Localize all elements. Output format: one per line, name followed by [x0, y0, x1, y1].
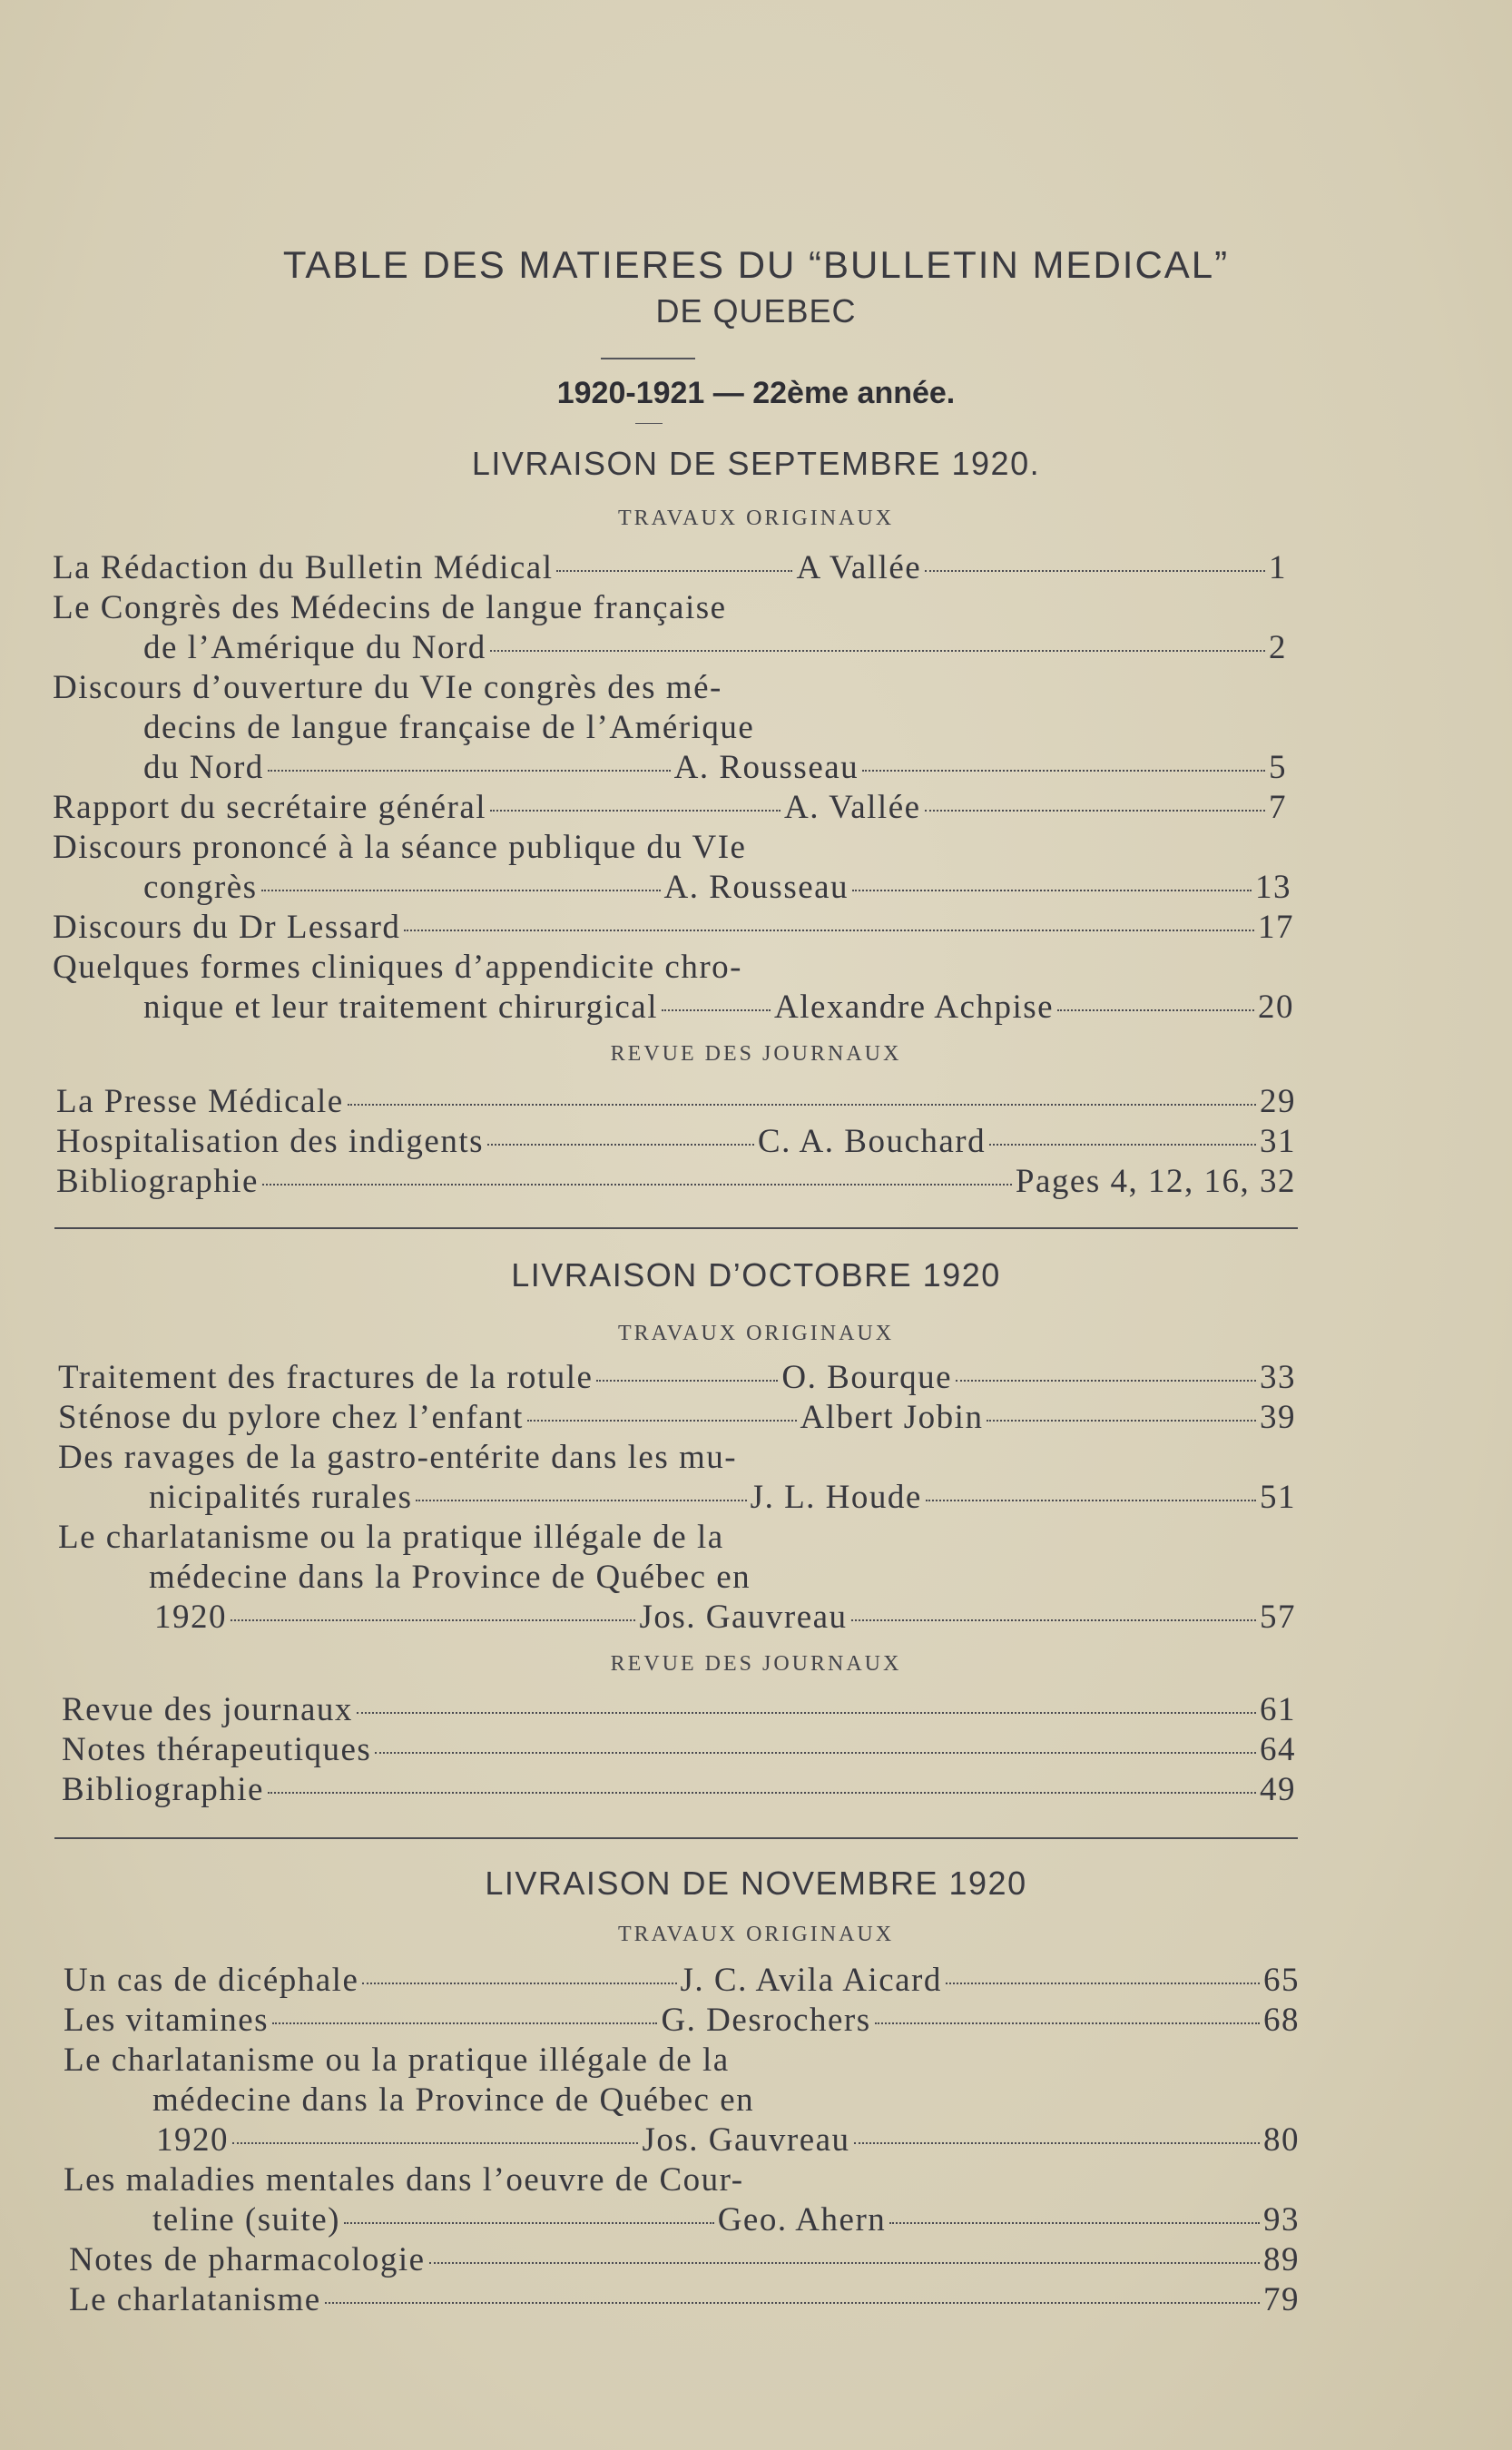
- entry-title: Notes thérapeutiques: [62, 1731, 372, 1768]
- leader-dots: [662, 1009, 771, 1011]
- toc-entry: [58, 1398, 1296, 1438]
- entry-author: A. Rousseau: [673, 749, 859, 786]
- leader-dots: [268, 770, 671, 772]
- leader-dots: [261, 890, 661, 891]
- entry-title-line: Les maladies mentales dans l’oeuvre de Cour-: [64, 2161, 744, 2199]
- leader-dots: [344, 2222, 714, 2224]
- entry-page: 49: [1260, 1771, 1296, 1808]
- entry-title-line: Le charlatanisme ou la pratique illégale de la: [64, 2042, 730, 2079]
- leader-dots: [416, 1500, 746, 1501]
- leader-dots: [889, 2222, 1260, 2224]
- entry-page: 64: [1260, 1731, 1296, 1768]
- leader-dots: [232, 2142, 638, 2144]
- leader-dots: [362, 1983, 676, 1984]
- entry-title: Discours du Dr Lessard: [53, 909, 401, 946]
- section-title-octobre: LIVRAISON D’OCTOBRE 1920: [511, 1256, 1001, 1294]
- leader-dots: [596, 1380, 778, 1382]
- toc-entry: [64, 1961, 1300, 2001]
- entry-title-line: Des ravages de la gastro-entérite dans les mu-: [58, 1439, 738, 1476]
- leader-dots: [490, 810, 781, 812]
- toc-entry: [149, 1478, 1296, 1518]
- leader-dots: [946, 1983, 1260, 1984]
- subhead-travaux-novembre: TRAVAUX ORIGINAUX: [617, 1923, 895, 1946]
- entry-author: Jos. Gauvreau: [639, 1599, 848, 1636]
- subhead-travaux-octobre: TRAVAUX ORIGINAUX: [617, 1322, 895, 1345]
- entry-title: Le charlatanisme: [69, 2281, 321, 2318]
- entry-page: 68: [1263, 2002, 1301, 2039]
- leader-dots: [852, 890, 1252, 891]
- entry-page: 51: [1260, 1479, 1297, 1516]
- entry-author: Alexandre Achpise: [774, 989, 1055, 1026]
- entry-author: J. L. Houde: [750, 1479, 922, 1516]
- entry-page: 39: [1260, 1399, 1296, 1436]
- entry-page: 57: [1260, 1599, 1297, 1636]
- toc-entry: [152, 2200, 1300, 2240]
- toc-entry: [53, 548, 1287, 588]
- entry-page: 65: [1263, 1962, 1301, 1999]
- leader-dots: [231, 1619, 635, 1621]
- leader-dots: [375, 1752, 1256, 1754]
- leader-dots: [987, 1420, 1256, 1422]
- leader-dots: [926, 1500, 1256, 1501]
- leader-dots: [272, 2022, 657, 2024]
- entry-author: A. Rousseau: [663, 869, 849, 906]
- entry-page: 61: [1260, 1691, 1296, 1728]
- toc-entry: [53, 908, 1294, 948]
- entry-page: 33: [1260, 1359, 1296, 1396]
- title-rule: [601, 358, 695, 359]
- entry-title: teline (suite): [152, 2201, 340, 2238]
- leader-dots: [875, 2022, 1260, 2024]
- toc-entry: [143, 988, 1294, 1028]
- toc-entry: [62, 1690, 1296, 1730]
- entry-title: nique et leur traitement chirurgical: [143, 989, 658, 1026]
- entry-page: 13: [1255, 869, 1291, 906]
- leader-dots: [404, 930, 1254, 931]
- entry-title: Bibliographie: [56, 1163, 259, 1200]
- entry-title: du Nord: [143, 749, 264, 786]
- entry-title: Hospitalisation des indigents: [56, 1123, 485, 1160]
- entry-page: 31: [1260, 1123, 1297, 1160]
- toc-entry: [64, 2001, 1300, 2041]
- entry-page: 79: [1263, 2281, 1300, 2318]
- year-rule: [635, 423, 663, 424]
- leader-dots: [490, 650, 1265, 652]
- entry-author: A. Vallée: [784, 789, 921, 826]
- entry-title: Notes de pharmacologie: [69, 2241, 426, 2278]
- toc-entry: [69, 2240, 1300, 2280]
- entry-author: G. Desrochers: [661, 2002, 871, 2039]
- entry-title-line: Quelques formes cliniques d’appendicite chro-: [53, 949, 742, 986]
- entry-title: de l’Amérique du Nord: [143, 629, 486, 666]
- section-title-septembre: LIVRAISON DE SEPTEMBRE 1920.: [471, 445, 1041, 482]
- entry-title-line: decins de langue française de l’Amérique: [143, 709, 755, 746]
- entry-author: Geo. Ahern: [717, 2201, 887, 2238]
- entry-page: 5: [1269, 749, 1287, 786]
- entry-title: nicipalités rurales: [149, 1479, 413, 1516]
- entry-author: Albert Jobin: [800, 1399, 984, 1436]
- toc-entry: [154, 1598, 1296, 1638]
- toc-entry: [56, 1122, 1296, 1162]
- toc-entry: [143, 748, 1287, 788]
- leader-dots: [556, 570, 792, 572]
- entry-author: O. Bourque: [781, 1359, 953, 1396]
- leader-dots: [487, 1144, 754, 1146]
- entry-title-line: Le Congrès des Médecins de langue française: [53, 589, 727, 626]
- entry-title-line: médecine dans la Province de Québec en: [152, 2081, 755, 2119]
- year-heading: 1920-1921 — 22ème année.: [556, 376, 956, 410]
- entry-title: Rapport du secrétaire général: [53, 789, 487, 826]
- entry-title: Un cas de dicéphale: [64, 1962, 359, 1999]
- subhead-revue-octobre: REVUE DES JOURNAUX: [610, 1652, 902, 1676]
- entry-page: 89: [1263, 2241, 1300, 2278]
- entry-title: Traitement des fractures de la rotule: [58, 1359, 594, 1396]
- section-title-novembre: LIVRAISON DE NOVEMBRE 1920: [485, 1865, 1027, 1902]
- leader-dots: [956, 1380, 1256, 1382]
- entry-page: 80: [1263, 2121, 1301, 2159]
- entry-title: 1920: [154, 1599, 227, 1636]
- leader-dots: [925, 810, 1265, 812]
- entry-title-line: Discours d’ouverture du VIe congrès des mé-: [53, 669, 722, 706]
- entry-title-line: Discours prononcé à la séance publique du VIe: [53, 829, 747, 866]
- entry-title: Revue des journaux: [62, 1691, 353, 1728]
- subhead-travaux-septembre: TRAVAUX ORIGINAUX: [617, 507, 895, 530]
- leader-dots: [527, 1420, 797, 1422]
- leader-dots: [348, 1104, 1256, 1106]
- section-divider: [54, 1227, 1298, 1229]
- leader-dots: [325, 2302, 1260, 2304]
- leader-dots: [262, 1184, 1012, 1186]
- leader-dots: [851, 1619, 1256, 1621]
- toc-entry: [58, 1358, 1296, 1398]
- entry-title: Les vitamines: [64, 2002, 270, 2039]
- entry-page: 93: [1263, 2201, 1301, 2238]
- entry-title: Bibliographie: [62, 1771, 264, 1808]
- toc-entry: [143, 628, 1287, 668]
- toc-entry: [62, 1730, 1296, 1770]
- entry-title: 1920: [156, 2121, 229, 2159]
- toc-entry: [143, 868, 1291, 908]
- entry-page: 1: [1269, 549, 1287, 586]
- leader-dots: [357, 1712, 1256, 1714]
- entry-page: Pages 4, 12, 16, 32: [1015, 1163, 1296, 1200]
- leader-dots: [429, 2262, 1260, 2264]
- entry-title: La Rédaction du Bulletin Médical: [53, 549, 554, 586]
- leader-dots: [989, 1144, 1256, 1146]
- document-title: TABLE DES MATIERES DU “BULLETIN MEDICAL”: [282, 243, 1230, 286]
- entry-author: Jos. Gauvreau: [642, 2121, 850, 2159]
- entry-page: 7: [1269, 789, 1287, 826]
- document-subtitle: DE QUEBEC: [655, 292, 857, 330]
- toc-entry: [56, 1082, 1296, 1122]
- leader-dots: [862, 770, 1265, 772]
- entry-title: Sténose du pylore chez l’enfant: [58, 1399, 524, 1436]
- section-divider: [54, 1837, 1298, 1839]
- toc-entry: [156, 2120, 1300, 2160]
- entry-page: 17: [1258, 909, 1294, 946]
- entry-author: A Vallée: [796, 549, 922, 586]
- toc-entry: [56, 1162, 1296, 1202]
- toc-entry: [53, 788, 1287, 828]
- entry-page: 20: [1258, 989, 1294, 1026]
- entry-title: congrès: [143, 869, 258, 906]
- entry-author: J. C. Avila Aicard: [680, 1962, 942, 1999]
- leader-dots: [854, 2142, 1260, 2144]
- entry-page: 2: [1269, 629, 1287, 666]
- entry-title: La Presse Médicale: [56, 1083, 344, 1120]
- entry-page: 29: [1260, 1083, 1296, 1120]
- toc-entry: [69, 2280, 1300, 2320]
- toc-entry: [62, 1770, 1296, 1810]
- leader-dots: [268, 1792, 1256, 1794]
- entry-title-line: médecine dans la Province de Québec en: [149, 1559, 751, 1596]
- subhead-revue-septembre: REVUE DES JOURNAUX: [610, 1042, 902, 1066]
- entry-author: C. A. Bouchard: [757, 1123, 987, 1160]
- leader-dots: [925, 570, 1265, 572]
- leader-dots: [1057, 1009, 1254, 1011]
- entry-title-line: Le charlatanisme ou la pratique illégale de la: [58, 1519, 724, 1556]
